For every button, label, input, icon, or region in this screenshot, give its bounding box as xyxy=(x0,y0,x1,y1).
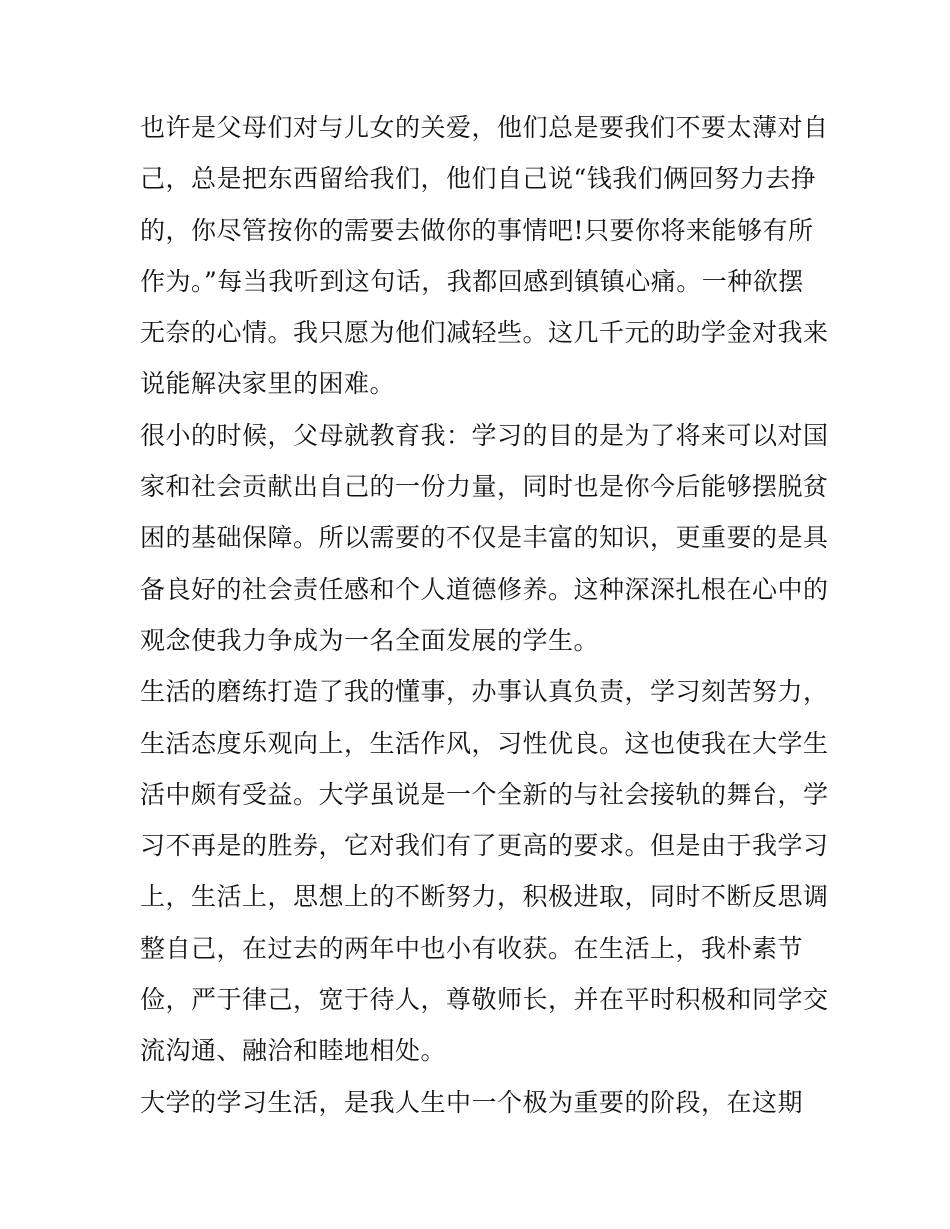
text-line: 的，你尽管按你的需要去做你的事情吧!只要你将来能够有所 xyxy=(140,215,814,245)
text-line: 很小的时候，父母就教育我：学习的目的是为了将来可以对国 xyxy=(140,420,829,450)
text-line: 己，总是把东西留给我们，他们自己说“钱我们俩回努力去挣 xyxy=(140,164,817,194)
text-line: 观念使我力争成为一名全面发展的学生。 xyxy=(140,625,600,655)
text-line: 生活的磨练打造了我的懂事，办事认真负责，学习刻苦努力， xyxy=(140,677,829,707)
text-line: 生活态度乐观向上，生活作风，习性优良。这也使我在大学生 xyxy=(140,728,829,758)
text-line: 整自己，在过去的两年中也小有收获。在生活上，我朴素节 xyxy=(140,933,804,963)
text-line: 无奈的心情。我只愿为他们减轻些。这几千元的助学金对我来 xyxy=(140,318,829,348)
text-line: 流沟通、融洽和睦地相处。 xyxy=(140,1036,447,1066)
text-line: 习不再是的胜券，它对我们有了更高的要求。但是由于我学习 xyxy=(140,831,829,861)
text-line: 俭，严于律己，宽于待人，尊敬师长，并在平时积极和同学交 xyxy=(140,985,829,1015)
text-line: 活中颇有受益。大学虽说是一个全新的与社会接轨的舞台，学 xyxy=(140,779,829,809)
text-line: 备良好的社会责任感和个人道德修养。这种深深扎根在心中的 xyxy=(140,574,829,604)
text-line: 上，生活上，思想上的不断努力，积极进取，同时不断反思调 xyxy=(140,882,829,912)
text-line: 作为。”每当我听到这句话，我都回感到镇镇心痛。一种欲摆 xyxy=(140,266,804,296)
text-line: 说能解决家里的困难。 xyxy=(140,369,396,399)
text-line: 困的基础保障。所以需要的不仅是丰富的知识，更重要的是具 xyxy=(140,523,829,553)
document-body xyxy=(140,102,829,1128)
text-line: 也许是父母们对与儿女的关爱，他们总是要我们不要太薄对自 xyxy=(140,113,829,142)
text-line: 大学的学习生活，是我人生中一个极为重要的阶段，在这期 xyxy=(140,1087,804,1117)
text-line: 家和社会贡献出自己的一份力量，同时也是你今后能够摆脱贫 xyxy=(140,472,829,502)
